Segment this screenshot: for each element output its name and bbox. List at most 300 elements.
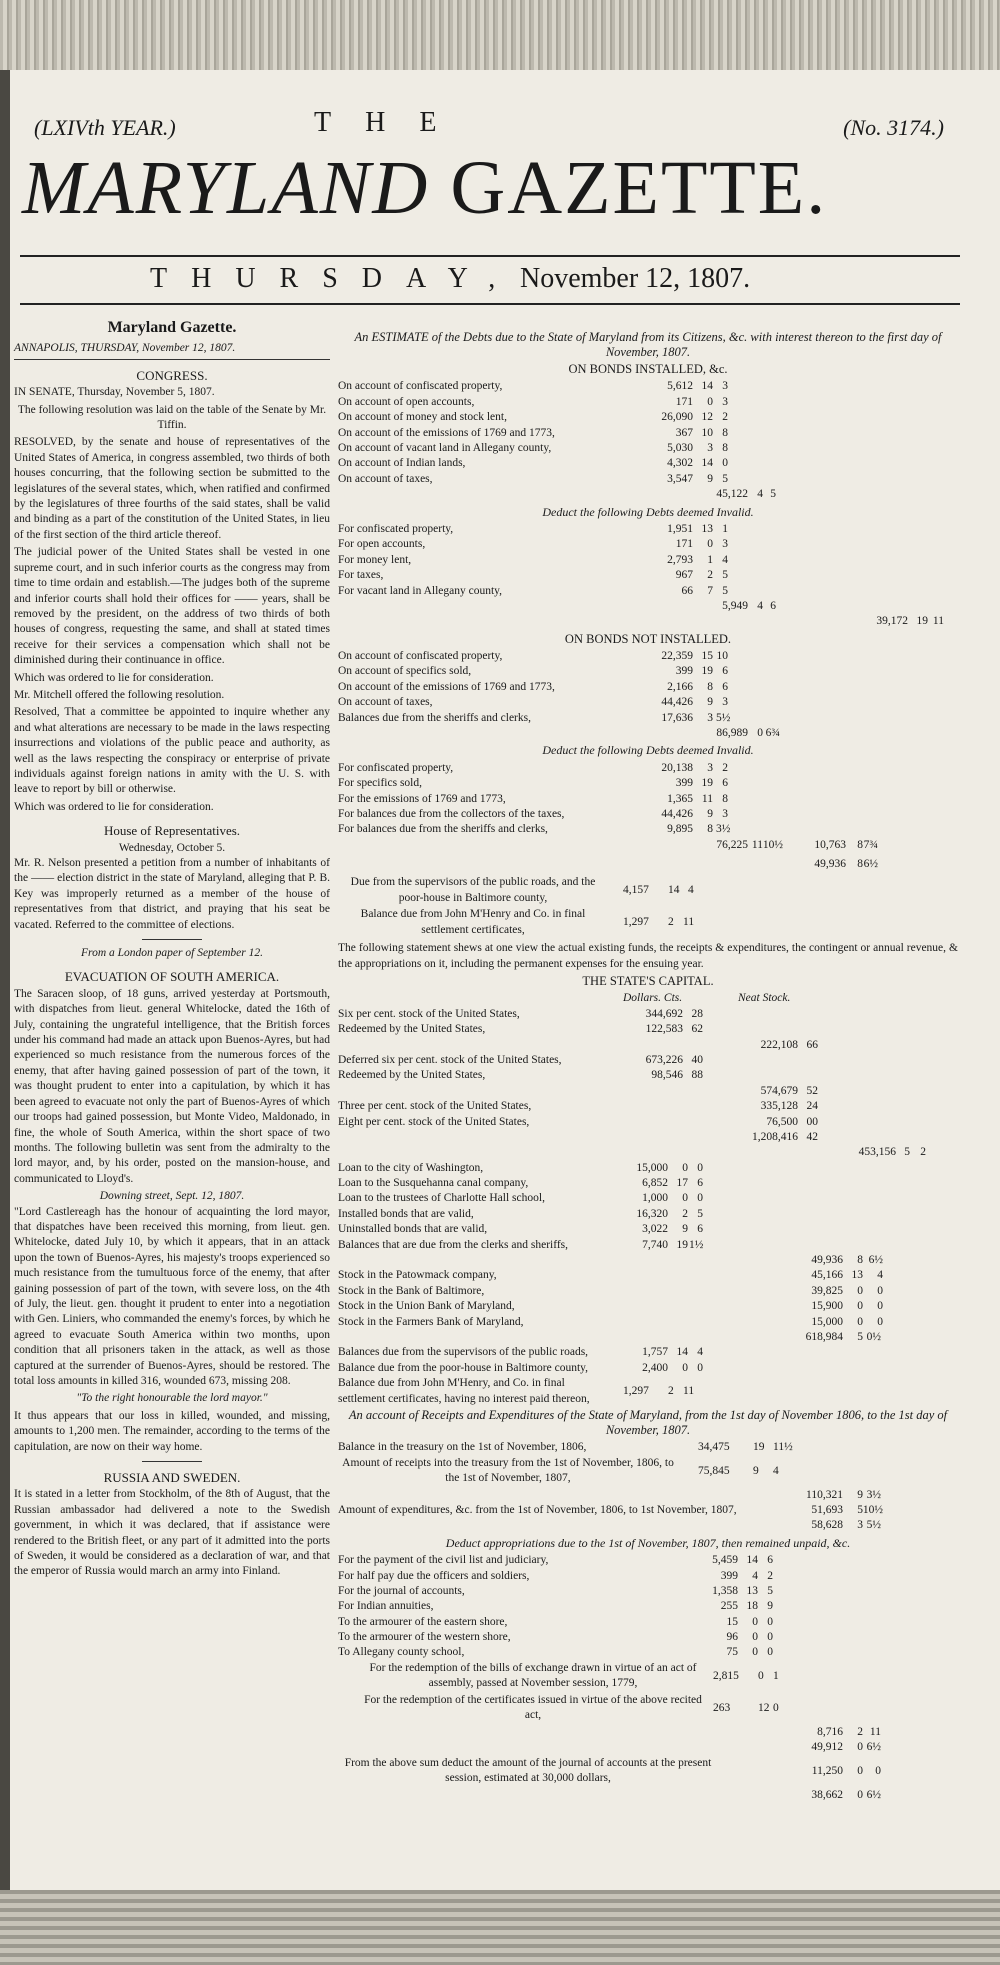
row-value-a: 15 xyxy=(726,1615,738,1628)
row-value-n: 76,500 xyxy=(766,1115,798,1128)
total-row: 76,225 11 10½ 10,763 8 7¾ xyxy=(716,838,878,851)
table-row xyxy=(338,1361,958,1376)
row-value-a: 3,547 xyxy=(667,472,693,485)
final-row: 38,662 0 6½ xyxy=(811,1788,881,1801)
row-label: Balances due from the sheriffs and clerks, xyxy=(338,711,531,724)
row-value-c: 8 xyxy=(722,792,728,805)
row-value-b: 0 xyxy=(682,1361,688,1374)
row-value-a: 171 xyxy=(675,395,693,408)
row-label: For the payment of the civil list and judiciary, xyxy=(338,1554,549,1567)
table-row xyxy=(338,1253,958,1268)
congress-heading: CONGRESS. xyxy=(136,367,208,383)
table-row xyxy=(338,711,958,726)
row-value-c: 4 xyxy=(697,1346,703,1359)
table-row xyxy=(338,1022,958,1037)
row-value-b: 17 xyxy=(676,1177,688,1190)
row-value-a: 5,459 xyxy=(712,1554,738,1567)
table-row xyxy=(338,776,958,791)
table-row xyxy=(338,1630,958,1645)
row-value-a: 1,365 xyxy=(667,792,693,805)
row-value-a: 122,583 xyxy=(645,1023,683,1036)
loan-rows xyxy=(338,1161,958,1253)
row-value-b: 0 xyxy=(682,1192,688,1205)
total-row: 5,949 4 6 xyxy=(722,599,776,612)
column-masthead: Maryland Gazette. xyxy=(107,319,237,336)
row-value-c: 2 xyxy=(722,411,728,424)
row-value-a: 367 xyxy=(675,426,693,439)
table-row xyxy=(338,1315,958,1330)
row-value-a: 4,302 xyxy=(667,457,693,470)
row-label: For confiscated property, xyxy=(338,522,454,535)
table-row xyxy=(338,553,958,568)
column-headings: Dollars. Cts. Neat Stock. xyxy=(623,992,791,1005)
row-label: Installed bonds that are valid, xyxy=(338,1207,474,1220)
row-value-a: 2,400 xyxy=(642,1361,668,1374)
row-label: On account of vacant land in Allegany county, xyxy=(338,441,552,454)
ordered-paragraph: Which was ordered to lie for consideration. xyxy=(14,671,214,684)
deduct-heading: Deduct the following Debts deemed Invalid. xyxy=(542,504,754,519)
row-value-c: 6 xyxy=(767,1554,773,1567)
row-value-a: 2,793 xyxy=(667,553,693,566)
expend-net-row: 58,628 3 5½ xyxy=(811,1519,881,1532)
row-value-c: 3 xyxy=(722,395,728,408)
row-label: For balances due from the sheriffs and clerks, xyxy=(338,823,548,836)
resolved-paragraph: RESOLVED, by the senate and house of representatives of the United States of America, in congress assembled, two thirds of both houses concurring, that the following section be submitted to the legislatures of the several states, which, when ratified and confirmed by the legislatures of three fourths of the said states, shall be valid and binding as a part of the constitution of the United States, in lieu of the first section of the third article thereof. xyxy=(14,436,330,541)
row-value-c: 6 xyxy=(722,680,728,693)
rows4 xyxy=(338,761,958,838)
table-row xyxy=(338,1007,958,1022)
row-label: Three per cent. stock of the United States, xyxy=(338,1100,532,1113)
row-value-c: 6½ xyxy=(868,1254,883,1267)
row-value-b: 8 xyxy=(707,823,713,836)
row-value-c: 3 xyxy=(722,696,728,709)
row-value-b: 9 xyxy=(707,472,713,485)
row-value-b: 0 xyxy=(682,1161,688,1174)
stock-rows xyxy=(338,1007,958,1130)
row-label: Uninstalled bonds that are valid, xyxy=(338,1223,488,1236)
divider xyxy=(142,939,202,940)
row-value-c: 5 xyxy=(767,1584,773,1597)
estimate-heading: An ESTIMATE of the Debts due to the State of Maryland from its Citizens, &c. with interest thereon to the first day of November, 1807. xyxy=(354,330,942,359)
table-row xyxy=(338,792,958,807)
table-row xyxy=(338,1191,958,1206)
row-value-a: 1,757 xyxy=(642,1346,668,1359)
row-label: Loan to the trustees of Charlotte Hall school, xyxy=(338,1192,545,1205)
bills-row: For the redemption of the bills of exchange drawn in virtue of an act of assembly, passed at November session, 1779, 2,815 0 1 xyxy=(369,1661,779,1690)
table-row xyxy=(338,456,958,471)
row-label: To Allegany county school, xyxy=(338,1646,465,1659)
table-row xyxy=(338,1238,958,1253)
row-value-a: 22,359 xyxy=(661,650,693,663)
table-row xyxy=(338,1176,958,1191)
row-label: For half pay due the officers and soldiers, xyxy=(338,1569,530,1582)
row-value-b: 14 xyxy=(701,457,713,470)
row-value-c: 8 xyxy=(722,426,728,439)
issue-number: (No. 3174.) xyxy=(843,115,944,140)
row-value-a: 673,226 xyxy=(645,1053,683,1066)
row-value-b: 9 xyxy=(682,1223,688,1236)
row-value-a: 255 xyxy=(720,1600,738,1613)
row-value-c: 3½ xyxy=(716,823,731,836)
row-value-c: 2 xyxy=(722,761,728,774)
row-value-nc: 24 xyxy=(806,1100,818,1113)
row-label: For Indian annuities, xyxy=(338,1600,434,1613)
total-row: 86,989 0 6¾ xyxy=(716,727,780,740)
row-value-b: 0 xyxy=(857,1315,863,1328)
row-value-c: 2 xyxy=(767,1569,773,1582)
table-row xyxy=(338,426,958,441)
row-value-b: 13 xyxy=(746,1584,758,1597)
row-value-a: 399 xyxy=(675,665,693,678)
row-value-b: 40 xyxy=(691,1053,703,1066)
bank-rows xyxy=(338,1253,958,1330)
title-gazette: GAZETTE. xyxy=(450,146,828,230)
row-value-nc: 52 xyxy=(806,1084,818,1097)
table-row xyxy=(338,1299,958,1314)
row-label: To the armourer of the western shore, xyxy=(338,1631,511,1644)
row-value-b: 0 xyxy=(707,395,713,408)
table-row xyxy=(338,1053,958,1068)
row-label: Redeemed by the United States, xyxy=(338,1069,486,1082)
table-row xyxy=(338,472,958,487)
table-row xyxy=(338,1268,958,1283)
table-row xyxy=(338,568,958,583)
mhenry2-row: Balance due from John M'Henry, and Co. in final settlement certificates, having no interest paid thereon, 1,297 2 11 xyxy=(338,1377,695,1405)
resolution-intro: The following resolution was laid on the table of the Senate by Mr. Tiffin. xyxy=(17,403,327,432)
row-label: On account of confiscated property, xyxy=(338,380,503,393)
row-label: Six per cent. stock of the United States, xyxy=(338,1007,520,1020)
row-value-a: 7,740 xyxy=(642,1238,668,1251)
deduct-heading: Deduct the following Debts deemed Invalid. xyxy=(542,743,754,758)
row-value-c: 1½ xyxy=(689,1238,704,1251)
row-value-a: 15,000 xyxy=(811,1315,843,1328)
grand-row: 49,936 8 6½ xyxy=(814,858,878,871)
row-value-a: 1,951 xyxy=(667,522,693,535)
row-value-a: 399 xyxy=(720,1569,738,1582)
table-row xyxy=(338,410,958,425)
receipts-total-row: 110,321 9 3½ xyxy=(806,1488,881,1501)
row-value-a: 344,692 xyxy=(645,1007,683,1020)
row-value-nc: 66 xyxy=(806,1038,818,1051)
table-row xyxy=(338,649,958,664)
table-row xyxy=(338,395,958,410)
row-value-a: 3,022 xyxy=(642,1223,668,1236)
row-value-a: 49,936 xyxy=(811,1254,843,1267)
row-value-c: 8 xyxy=(722,441,728,454)
row-label: For the journal of accounts, xyxy=(338,1584,465,1597)
row-value-c: 1 xyxy=(722,522,728,535)
table-row xyxy=(338,379,958,394)
table-row xyxy=(338,522,958,537)
table-row xyxy=(338,761,958,776)
row-value-c: 5 xyxy=(697,1207,703,1220)
scan-top-edge xyxy=(0,0,1000,70)
row-value-a: 5,612 xyxy=(667,380,693,393)
approp-total-row: 8,716 2 11 xyxy=(817,1725,881,1738)
russia-heading: RUSSIA AND SWEDEN. xyxy=(103,1470,241,1486)
table-row xyxy=(338,537,958,552)
capital-heading: THE STATE'S CAPITAL. xyxy=(582,973,714,988)
row-value-c: 5 xyxy=(722,569,728,582)
table-row xyxy=(338,1553,958,1568)
row-value-c: 0 xyxy=(767,1631,773,1644)
row-label: On account of taxes, xyxy=(338,696,433,709)
row-value-c: 4 xyxy=(877,1269,883,1282)
row-value-c: 0 xyxy=(877,1284,883,1297)
wednesday-dateline: Wednesday, October 5. xyxy=(118,841,226,854)
table-row xyxy=(338,1599,958,1614)
row-label: Loan to the city of Washington, xyxy=(338,1161,484,1174)
row-value-c: 4 xyxy=(722,553,728,566)
balance-rows xyxy=(338,1345,958,1376)
row-value-b: 3 xyxy=(707,761,713,774)
table-row xyxy=(338,695,958,710)
row-value-c: 6 xyxy=(697,1223,703,1236)
row-value-c: 0 xyxy=(697,1192,703,1205)
row-label: For the emissions of 1769 and 1773, xyxy=(338,792,506,805)
row-label: Redeemed by the United States, xyxy=(338,1023,486,1036)
row-value-c: 0 xyxy=(877,1315,883,1328)
row-value-a: 2,166 xyxy=(667,680,693,693)
row-label: For specifics sold, xyxy=(338,777,423,790)
table-row xyxy=(338,1222,958,1237)
row-value-a: 44,426 xyxy=(661,808,693,820)
row-label: Balance due from the poor-house in Baltimore county, xyxy=(338,1361,589,1374)
deduct-appropriations-heading: Deduct appropriations due to the 1st of November, 1807, then remained unpaid, &c. xyxy=(445,1535,851,1550)
row-label: On account of the emissions of 1769 and 1773, xyxy=(338,680,555,693)
row-value-b: 11 xyxy=(701,792,713,805)
row-value-a: 39,825 xyxy=(811,1284,843,1297)
row-value-a: 15,900 xyxy=(811,1300,843,1313)
ordered2-paragraph: Which was ordered to lie for consideration. xyxy=(14,800,214,813)
row-value-a: 20,138 xyxy=(661,761,693,774)
row-value-c: 6 xyxy=(722,777,728,790)
row-value-b: 14 xyxy=(701,380,713,393)
loss-paragraph: It thus appears that our loss in killed, wounded, and missing, amounts to 1,200 men. The remainder, according to the terms of the capitulation, are now on their way home. xyxy=(14,1409,330,1453)
the-label: THE xyxy=(314,107,471,138)
table-row xyxy=(338,1584,958,1599)
table-row xyxy=(338,1115,958,1130)
bonds-not-installed-heading: ON BONDS NOT INSTALLED. xyxy=(564,631,732,646)
table-row xyxy=(338,807,958,822)
row-label: To the armourer of the eastern shore, xyxy=(338,1615,508,1628)
row-value-b: 8 xyxy=(857,1254,863,1267)
mitchell-paragraph: Mr. Mitchell offered the following resolution. xyxy=(14,688,225,701)
row-value-b: 0 xyxy=(752,1615,758,1628)
row-value-a: 16,320 xyxy=(636,1207,668,1220)
certs-row: For the redemption of the certificates issued in virtue of the above recited act, 263 12 0 xyxy=(364,1693,779,1722)
nelson-paragraph: Mr. R. Nelson presented a petition from a number of inhabitants of the —— election district in the state of Maryland, alleging that P. B. Key was improperly returned as a member of the house of representatives from that district, and praying that his seat be vacated. Referred to the committee of elections. xyxy=(14,857,330,931)
receipts-row: Amount of receipts into the treasury from the 1st of November, 1806, to the 1st of November, 1807, 75,845 9 4 xyxy=(342,1456,779,1484)
house-heading: House of Representatives. xyxy=(103,823,241,839)
letter-address: "To the right honourable the lord mayor." xyxy=(76,1392,268,1405)
row-value-a: 15,000 xyxy=(636,1161,668,1174)
saracen-paragraph: The Saracen sloop, of 18 guns, arrived yesterday at Portsmouth, with dispatches from lieut. general Whitelocke, dated the 16th of July, containing the ungrateful intelligence, that the British forces under his command had made an attack upon Buenos-Ayres, but had experienced so much resistance from the numerous forces of the enemy, that after having gained possession of part of the town, it was thought prudent to enter into a capitulation, by which it has been agreed to evacuate not only the part of Buenos-Ayres of which our troops had gained possession, but Monte Video, Maldonado, in fine, the whole of South America, within the short space of two months. The following bulletin was sent from the admiralty to the lord mayor, and, by his order, posted on the mansion-house, and communicated to Lloyd's. xyxy=(14,987,330,1185)
row-value-b: 4 xyxy=(752,1569,758,1582)
row-value-a: 6,852 xyxy=(642,1177,668,1190)
row-label: Loan to the Susquehanna canal company, xyxy=(338,1177,529,1190)
issue-dateline xyxy=(20,255,960,305)
row-value-n: 335,128 xyxy=(760,1100,798,1113)
row-value-b: 13 xyxy=(851,1269,863,1282)
row-value-b: 19 xyxy=(701,665,713,678)
issue-day: THURSDAY, xyxy=(150,263,520,294)
rows2 xyxy=(338,522,958,599)
table-row xyxy=(338,822,958,837)
row-value-b: 19 xyxy=(701,777,713,790)
table-row xyxy=(338,1068,958,1083)
row-label: For vacant land in Allegany county, xyxy=(338,584,503,597)
row-value-c: 5½ xyxy=(716,711,731,724)
row-label: On account of open accounts, xyxy=(338,395,475,408)
row-label: Stock in the Farmers Bank of Maryland, xyxy=(338,1315,524,1328)
row-label: For taxes, xyxy=(338,569,384,582)
row-value-a: 171 xyxy=(675,538,693,551)
row-value-b: 9 xyxy=(707,696,713,709)
row-value-a: 26,090 xyxy=(661,411,693,424)
mhenry-row: Balance due from John M'Henry and Co. in final settlement certificates, 1,297 2 11 xyxy=(360,908,695,936)
row-value-b: 14 xyxy=(746,1554,758,1567)
row-value-b: 15 xyxy=(701,650,713,663)
row-value-c: 0 xyxy=(722,457,728,470)
table-row xyxy=(338,1084,958,1099)
row-value-a: 399 xyxy=(675,777,693,790)
castlereagh-letter: "Lord Castlereagh has the honour of acquainting the lord mayor, that dispatches have been received this morning, from lieut. gen. Whitelocke, dated July 10, by which it appears, that in an attack upon the town of Buenos-Ayres, his majesty's troops experienced so much resistance from the tumultuous force of the enemy, that after gaining possession of part of the town, with severe loss, on the 4th of July, the lieut. gen. thought it prudent to enter into a negotiation with Gen. Liniers, who commanded the enemy's forces, by which he agreed to evacuate South America within two months, upon condition that all prisoners taken in the attack, as well as those captured at the surrender of Buenos-Ayres, should be restored. The total loss amounts in killed 316, wounded 673, missing 208. xyxy=(14,1205,330,1387)
scan-left-edge xyxy=(0,70,10,1890)
table-row xyxy=(338,1284,958,1299)
row-value-c: 3 xyxy=(722,538,728,551)
row-value-c: 6 xyxy=(722,665,728,678)
statement-paragraph: The following statement shews at one view the actual existing funds, the receipts & expenditures, the contingent or annual revenue, & the appropriations on it, including the permanent expenses for the ensuing year. xyxy=(338,942,958,970)
newspaper-title xyxy=(22,145,962,232)
row-value-b: 0 xyxy=(857,1284,863,1297)
table-row xyxy=(338,1038,958,1053)
row-value-c: 0 xyxy=(697,1361,703,1374)
row-value-b: 3 xyxy=(707,441,713,454)
stockholm-paragraph: It is stated in a letter from Stockholm, of the 8th of August, that the Russian ambassador had delivered a note to the Swedish government, in which it was declared, that if assistance were rendered to the British fleet, or any part of it admitted into the ports of Sweden, it would be considered as a declaration of war, and that the emperor of Russia would march an army into Finland. xyxy=(14,1488,330,1578)
stock-grand-row: 453,156 5 2 xyxy=(858,1146,926,1159)
row-value-b: 3 xyxy=(707,711,713,724)
row-label: For open accounts, xyxy=(338,538,426,551)
row-value-c: 5 xyxy=(722,472,728,485)
table-row xyxy=(338,664,958,679)
table-row xyxy=(338,584,958,599)
row-value-b: 88 xyxy=(691,1069,703,1082)
downing-dateline: Downing street, Sept. 12, 1807. xyxy=(99,1190,245,1203)
year-label: (LXIVth YEAR.) xyxy=(34,115,176,140)
row-label: On account of taxes, xyxy=(338,472,433,485)
row-label: On account of money and stock lent, xyxy=(338,411,507,424)
row-label: On account of the emissions of 1769 and 1773, xyxy=(338,426,555,439)
row-value-a: 1,000 xyxy=(642,1192,668,1205)
senate-dateline: IN SENATE, Thursday, November 5, 1807. xyxy=(14,386,215,399)
row-label: Balances due from the supervisors of the public roads, xyxy=(338,1346,589,1359)
row-value-n: 574,679 xyxy=(760,1084,798,1097)
row-label: Balances that are due from the clerks and sheriffs, xyxy=(338,1238,569,1251)
row-value-b: 0 xyxy=(707,538,713,551)
journal-row: From the above sum deduct the amount of the journal of accounts at the present session, estimated at 30,000 dollars, 11,250 0 0 xyxy=(344,1756,881,1785)
row-value-c: 0 xyxy=(767,1646,773,1659)
row-label: Eight per cent. stock of the United States, xyxy=(338,1115,530,1128)
stock-total-row: 1,208,416 42 xyxy=(752,1130,818,1143)
row-value-b: 2 xyxy=(682,1207,688,1220)
london-source: From a London paper of September 12. xyxy=(81,947,263,960)
bank-total-row: 618,984 5 0½ xyxy=(805,1330,881,1343)
row-value-a: 98,546 xyxy=(651,1069,683,1082)
table-row xyxy=(338,1161,958,1176)
row-label: Stock in the Patowmack company, xyxy=(338,1269,497,1282)
row-value-a: 44,426 xyxy=(661,696,693,709)
title-maryland: MARYLAND xyxy=(22,146,430,230)
supervisors-row: Due from the supervisors of the public roads, and the poor-house in Baltimore county, 4,157 14 4 xyxy=(350,876,694,904)
row-value-a: 5,030 xyxy=(667,441,693,454)
row-label: For money lent, xyxy=(338,553,412,566)
row-label: Deferred six per cent. stock of the United States, xyxy=(338,1053,562,1066)
row-value-a: 45,166 xyxy=(811,1269,843,1282)
scan-bottom-edge xyxy=(0,1890,1000,1965)
row-value-c: 3 xyxy=(722,380,728,393)
row-value-n: 222,108 xyxy=(760,1038,798,1051)
total-row: 45,122 4 5 xyxy=(716,488,776,501)
row-value-a: 96 xyxy=(726,1631,738,1644)
row-label: Stock in the Union Bank of Maryland, xyxy=(338,1300,515,1313)
row-label: On account of Indian lands, xyxy=(338,457,466,470)
row-label: Stock in the Bank of Baltimore, xyxy=(338,1284,485,1297)
table-row xyxy=(338,1645,958,1660)
left-column xyxy=(14,320,330,1582)
expend-row: Amount of expenditures, &c. from the 1st of November, 1806, to 1st November, 1807, 51,693 5 10½ xyxy=(338,1503,883,1516)
row-value-nc: 00 xyxy=(806,1115,818,1128)
row-value-c: 6 xyxy=(697,1177,703,1190)
approp-net-row: 49,912 0 6½ xyxy=(811,1741,881,1754)
table-row xyxy=(338,1615,958,1630)
row-value-b: 7 xyxy=(707,584,713,597)
account-heading: An account of Receipts and Expenditures of the State of Maryland, from the 1st day of November 1806, to the 1st day of November, 1807. xyxy=(348,1408,948,1438)
appropriation-rows xyxy=(338,1553,958,1661)
row-value-b: 0 xyxy=(752,1631,758,1644)
row-value-b: 12 xyxy=(701,411,713,424)
treasury-row: Balance in the treasury on the 1st of November, 1806, 34,475 19 11½ xyxy=(338,1441,793,1454)
row-value-c: 5 xyxy=(722,584,728,597)
table-row xyxy=(338,1569,958,1584)
row-value-b: 0 xyxy=(857,1300,863,1313)
table-row xyxy=(338,441,958,456)
row-value-b: 0 xyxy=(752,1646,758,1659)
net-row: 39,172 19 11 xyxy=(876,615,944,628)
bonds-installed-heading: ON BONDS INSTALLED, &c. xyxy=(568,362,728,376)
row-label: For balances due from the collectors of the taxes, xyxy=(338,808,565,820)
row-label: For confiscated property, xyxy=(338,761,454,774)
row-value-c: 0 xyxy=(877,1300,883,1313)
row-label: On account of specifics sold, xyxy=(338,665,472,678)
row-value-c: 9 xyxy=(767,1600,773,1613)
row-value-c: 10 xyxy=(716,650,728,663)
divider xyxy=(142,1461,202,1462)
row-value-b: 2 xyxy=(707,569,713,582)
row-value-c: 0 xyxy=(697,1161,703,1174)
row-value-b: 1 xyxy=(707,553,713,566)
issue-date: November 12, 1807. xyxy=(520,263,751,294)
row-value-b: 10 xyxy=(701,426,713,439)
masthead xyxy=(14,95,964,235)
row-value-a: 75 xyxy=(726,1646,738,1659)
row-value-b: 14 xyxy=(676,1346,688,1359)
table-row xyxy=(338,680,958,695)
row-value-b: 19 xyxy=(676,1238,688,1251)
table-row xyxy=(338,1345,958,1360)
row-value-a: 17,636 xyxy=(661,711,693,724)
evacuation-heading: EVACUATION OF SOUTH AMERICA. xyxy=(64,969,280,985)
